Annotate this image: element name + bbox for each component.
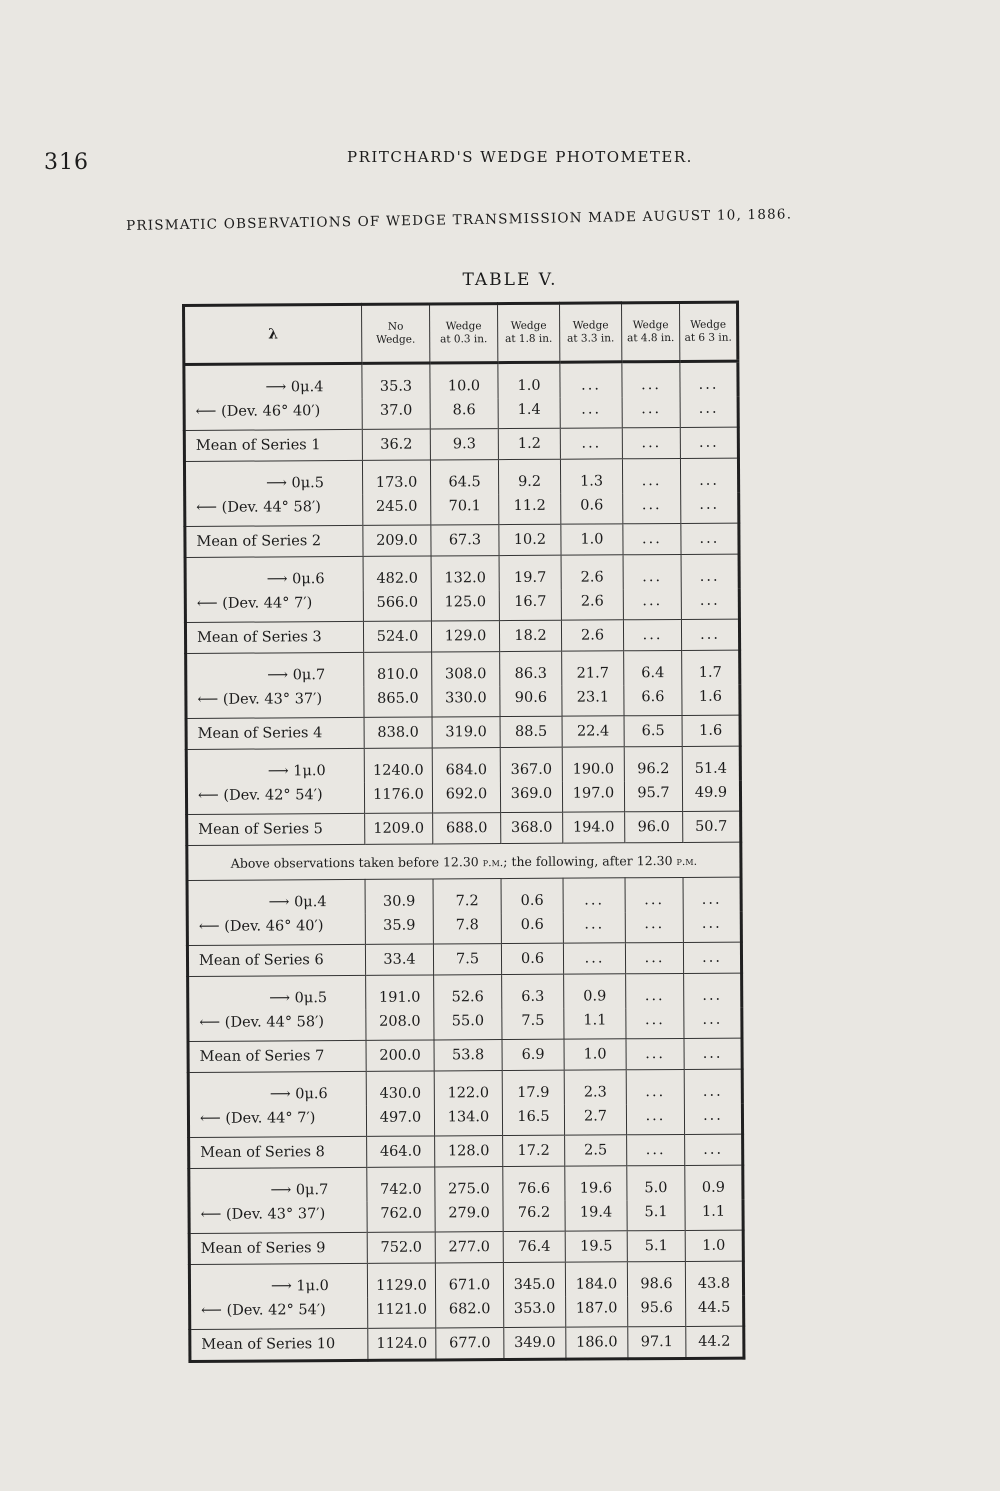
note-text: ; the following, after 12.30 bbox=[503, 852, 677, 869]
time-note-row bbox=[187, 842, 741, 880]
table-cell: ... bbox=[623, 493, 681, 524]
table-cell: 43.8 bbox=[685, 1261, 743, 1296]
series-9-direct-row-label: ⟶ 0μ.7 bbox=[270, 1182, 329, 1199]
table-cell: 35.3 bbox=[362, 363, 430, 399]
table-cell: 345.0 bbox=[503, 1262, 565, 1297]
table-cell: 0.9 bbox=[564, 974, 626, 1009]
series-4-reverse-row-label: ⟵ (Dev. 43° 37′) bbox=[197, 691, 323, 708]
series-1-reverse-row bbox=[184, 397, 738, 431]
series-6-reverse-row bbox=[187, 912, 741, 946]
table-cell: 1121.0 bbox=[368, 1297, 436, 1328]
table-cell: ... bbox=[622, 458, 680, 493]
table-cell: ... bbox=[623, 523, 681, 554]
table-cell: 17.2 bbox=[503, 1135, 565, 1166]
table-cell: 8.6 bbox=[430, 398, 498, 429]
table-cell: 752.0 bbox=[367, 1232, 435, 1263]
table-cell: 19.4 bbox=[565, 1200, 627, 1231]
table-cell: ... bbox=[623, 619, 681, 650]
table-cell: ... bbox=[683, 912, 741, 943]
table-cell: 762.0 bbox=[367, 1201, 435, 1232]
table-cell: ... bbox=[684, 1069, 742, 1104]
table-cell: 22.4 bbox=[562, 716, 624, 747]
table-cell: 11.2 bbox=[499, 494, 561, 525]
time-note bbox=[187, 842, 741, 880]
series-9-mean-row-label: Mean of Series 9 bbox=[189, 1232, 367, 1264]
table-cell: ... bbox=[625, 877, 683, 912]
table-cell: 187.0 bbox=[566, 1296, 628, 1327]
table-cell: ... bbox=[626, 973, 684, 1008]
series-9-mean-row bbox=[189, 1230, 743, 1264]
table-cell: 2.3 bbox=[564, 1070, 626, 1105]
table-cell: 1.6 bbox=[682, 715, 740, 746]
table-title: TABLE V. bbox=[462, 270, 558, 290]
table-cell: ... bbox=[681, 619, 739, 650]
series-8-mean-row-label: Mean of Series 8 bbox=[189, 1136, 367, 1168]
table-cell: 524.0 bbox=[363, 621, 431, 652]
series-2-direct-row-label: ⟶ 0μ.5 bbox=[266, 475, 325, 492]
table-cell: ... bbox=[681, 523, 739, 554]
series-2-reverse-row bbox=[185, 493, 739, 527]
table-cell: 95.6 bbox=[628, 1296, 686, 1327]
table-cell: 186.0 bbox=[566, 1327, 628, 1359]
table-cell: 122.0 bbox=[434, 1071, 502, 1106]
table-cell: 1240.0 bbox=[364, 748, 432, 783]
table-cell: 76.4 bbox=[503, 1231, 565, 1262]
table-cell: 67.3 bbox=[431, 525, 499, 556]
series-7-mean-row bbox=[188, 1038, 742, 1072]
table-cell: 330.0 bbox=[432, 686, 500, 717]
table-cell: ... bbox=[684, 1038, 742, 1069]
table-cell: 1129.0 bbox=[367, 1263, 435, 1298]
series-7-direct-row bbox=[188, 973, 742, 1011]
series-1-reverse-row-label: ⟵ (Dev. 46° 40′) bbox=[195, 403, 321, 420]
note-text: p.m. bbox=[676, 854, 698, 868]
table-cell: 6.6 bbox=[624, 685, 682, 716]
table-cell: 682.0 bbox=[436, 1297, 504, 1328]
series-3-direct-row-label: ⟶ 0μ.6 bbox=[266, 571, 325, 588]
table-cell: 245.0 bbox=[363, 494, 431, 525]
table-cell: 70.1 bbox=[431, 494, 499, 525]
series-4-mean-row bbox=[186, 715, 740, 749]
table-cell: 16.5 bbox=[502, 1105, 564, 1136]
table-cell: 30.9 bbox=[365, 879, 433, 914]
table-cell: 21.7 bbox=[562, 651, 624, 686]
table-cell: ... bbox=[563, 878, 625, 913]
table-cell: 1.2 bbox=[498, 428, 560, 459]
table-cell: ... bbox=[563, 912, 625, 943]
table-cell: 55.0 bbox=[434, 1009, 502, 1040]
table-cell: 208.0 bbox=[366, 1009, 434, 1040]
table-cell: 128.0 bbox=[435, 1136, 503, 1167]
table-cell: 279.0 bbox=[435, 1201, 503, 1232]
table-cell: ... bbox=[623, 589, 681, 620]
table-cell: 1.3 bbox=[560, 459, 622, 494]
table-cell: 0.9 bbox=[685, 1165, 743, 1200]
table-cell: 1.0 bbox=[561, 524, 623, 555]
table-cell: 19.6 bbox=[565, 1166, 627, 1201]
table-cell: 838.0 bbox=[364, 717, 432, 748]
series-4-direct-row bbox=[186, 650, 740, 688]
note-text: p.m. bbox=[482, 855, 504, 869]
table-container bbox=[182, 301, 742, 1363]
table-cell: 671.0 bbox=[435, 1263, 503, 1298]
header-wedge-6-3: Wedge at 6 3 in. bbox=[679, 302, 737, 361]
header-no-wedge: No Wedge. bbox=[362, 304, 430, 363]
header-lambda: λ bbox=[184, 304, 362, 364]
series-5-mean-row bbox=[187, 811, 741, 845]
header-row bbox=[184, 302, 738, 364]
series-3-reverse-row bbox=[185, 589, 739, 623]
table-cell: 33.4 bbox=[365, 944, 433, 975]
table-cell: 0.6 bbox=[501, 878, 563, 913]
table-cell: 64.5 bbox=[430, 460, 498, 495]
series-3-mean-row-label: Mean of Series 3 bbox=[185, 621, 363, 653]
table-cell: 0.6 bbox=[561, 493, 623, 524]
table-cell: 51.4 bbox=[682, 746, 740, 781]
table-cell: 6.9 bbox=[502, 1039, 564, 1070]
table-cell: 692.0 bbox=[432, 782, 500, 813]
table-cell: 275.0 bbox=[435, 1167, 503, 1202]
table-cell: 7.5 bbox=[433, 944, 501, 975]
table-cell: 97.1 bbox=[628, 1326, 686, 1358]
table-cell: ... bbox=[683, 942, 741, 973]
table-cell: 96.0 bbox=[625, 811, 683, 842]
table-cell: 184.0 bbox=[565, 1262, 627, 1297]
series-10-reverse-row bbox=[190, 1296, 744, 1330]
table-cell: ... bbox=[560, 397, 622, 428]
table-cell: 2.6 bbox=[561, 589, 623, 620]
table-cell: ... bbox=[560, 362, 622, 398]
table-cell: 2.5 bbox=[565, 1135, 627, 1166]
series-10-mean-row bbox=[190, 1326, 744, 1361]
series-2-mean-row-label: Mean of Series 2 bbox=[185, 525, 363, 557]
series-6-mean-row bbox=[187, 942, 741, 976]
table-cell: ... bbox=[684, 1008, 742, 1039]
table-cell: 865.0 bbox=[364, 686, 432, 717]
table-cell: 2.6 bbox=[561, 620, 623, 651]
series-6-direct-row-label: ⟶ 0μ.4 bbox=[268, 894, 327, 911]
table-cell: ... bbox=[681, 554, 739, 589]
table-cell: 37.0 bbox=[362, 398, 430, 429]
header-wedge-1-8: Wedge at 1.8 in. bbox=[498, 303, 560, 362]
series-8-mean-row bbox=[189, 1134, 743, 1168]
table-cell: 50.7 bbox=[683, 811, 741, 842]
table-cell: 5.1 bbox=[627, 1200, 685, 1231]
table-cell: 6.3 bbox=[502, 974, 564, 1009]
table-cell: 7.5 bbox=[502, 1009, 564, 1040]
series-1-direct-row bbox=[184, 361, 738, 400]
table-cell: 482.0 bbox=[363, 556, 431, 591]
table-cell: 1.0 bbox=[498, 362, 560, 398]
table-cell: 1124.0 bbox=[368, 1328, 436, 1360]
table-body bbox=[184, 361, 744, 1361]
header-wedge-4-8: Wedge at 4.8 in. bbox=[622, 302, 680, 361]
table-cell: 49.9 bbox=[682, 781, 740, 812]
series-1-direct-row-label: ⟶ 0μ.4 bbox=[265, 379, 324, 396]
series-4-reverse-row bbox=[186, 685, 740, 719]
table-cell: 36.2 bbox=[362, 429, 430, 460]
table-cell: 129.0 bbox=[431, 621, 499, 652]
table-cell: 16.7 bbox=[499, 590, 561, 621]
table-cell: 6.5 bbox=[624, 715, 682, 746]
table-cell: 200.0 bbox=[366, 1040, 434, 1071]
table-cell: 76.6 bbox=[503, 1166, 565, 1201]
table-cell: ... bbox=[680, 397, 738, 428]
table-cell: 1.1 bbox=[564, 1008, 626, 1039]
table-cell: 430.0 bbox=[366, 1071, 434, 1106]
table-cell: 23.1 bbox=[562, 685, 624, 716]
table-cell: 1.4 bbox=[498, 398, 560, 429]
table-cell: 688.0 bbox=[433, 813, 501, 844]
table-cell: ... bbox=[626, 1008, 684, 1039]
series-5-direct-row-label: ⟶ 1μ.0 bbox=[267, 763, 326, 780]
series-3-direct-row bbox=[185, 554, 739, 592]
series-6-mean-row-label: Mean of Series 6 bbox=[187, 944, 365, 976]
series-2-reverse-row-label: ⟵ (Dev. 44° 58′) bbox=[196, 499, 321, 516]
table-cell: 17.9 bbox=[502, 1070, 564, 1105]
table-cell: 677.0 bbox=[436, 1328, 504, 1360]
table-cell: 1.0 bbox=[564, 1039, 626, 1070]
table-cell: ... bbox=[685, 1134, 743, 1165]
header-wedge-0-3: Wedge at 0.3 in. bbox=[430, 304, 498, 363]
table-cell: 1.6 bbox=[682, 685, 740, 716]
table-cell: 6.4 bbox=[624, 650, 682, 685]
table-cell: 319.0 bbox=[432, 717, 500, 748]
table-cell: 173.0 bbox=[362, 460, 430, 495]
table-cell: 197.0 bbox=[562, 781, 624, 812]
series-10-reverse-row-label: ⟵ (Dev. 42° 54′) bbox=[201, 1302, 326, 1319]
table-cell: 86.3 bbox=[500, 651, 562, 686]
series-9-direct-row bbox=[189, 1165, 743, 1203]
table-cell: 7.8 bbox=[433, 913, 501, 944]
table-cell: 566.0 bbox=[363, 590, 431, 621]
table-cell: 19.5 bbox=[565, 1231, 627, 1262]
table-cell: 5.0 bbox=[627, 1165, 685, 1200]
series-5-direct-row bbox=[186, 746, 740, 784]
table-cell: 19.7 bbox=[499, 555, 561, 590]
table-cell: ... bbox=[681, 589, 739, 620]
table-cell: 9.2 bbox=[498, 459, 560, 494]
series-7-reverse-row bbox=[188, 1008, 742, 1042]
table-cell: ... bbox=[625, 912, 683, 943]
table-cell: 190.0 bbox=[562, 747, 624, 782]
table-cell: ... bbox=[626, 1069, 684, 1104]
table-cell: 53.8 bbox=[434, 1040, 502, 1071]
series-9-reverse-row bbox=[189, 1200, 743, 1234]
table-cell: 44.2 bbox=[686, 1326, 744, 1358]
series-10-direct-row bbox=[189, 1261, 743, 1299]
table-cell: 684.0 bbox=[432, 748, 500, 783]
table-cell: 52.6 bbox=[434, 975, 502, 1010]
table-cell: 742.0 bbox=[367, 1167, 435, 1202]
table-cell: 125.0 bbox=[431, 590, 499, 621]
table-cell: 194.0 bbox=[563, 812, 625, 843]
series-4-direct-row-label: ⟶ 0μ.7 bbox=[267, 667, 326, 684]
table-cell: 2.6 bbox=[561, 555, 623, 590]
table-cell: 44.5 bbox=[686, 1296, 744, 1327]
table-cell: 349.0 bbox=[504, 1327, 566, 1359]
table-cell: 10.0 bbox=[430, 363, 498, 399]
table-cell: 96.2 bbox=[624, 746, 682, 781]
table-cell: 1.0 bbox=[685, 1230, 743, 1261]
table-cell: ... bbox=[680, 458, 738, 493]
table-cell: 95.7 bbox=[624, 781, 682, 812]
series-3-mean-row bbox=[185, 619, 739, 653]
series-6-reverse-row-label: ⟵ (Dev. 46° 40′) bbox=[198, 918, 324, 935]
series-10-direct-row-label: ⟶ 1μ.0 bbox=[270, 1278, 329, 1295]
table-cell: 76.2 bbox=[503, 1201, 565, 1232]
table-cell: 88.5 bbox=[500, 716, 562, 747]
series-8-reverse-row bbox=[188, 1104, 742, 1138]
table-cell: 1.7 bbox=[682, 650, 740, 685]
series-7-mean-row-label: Mean of Series 7 bbox=[188, 1040, 366, 1072]
table-cell: 191.0 bbox=[366, 975, 434, 1010]
table-cell: 7.2 bbox=[433, 879, 501, 914]
table-cell: 0.6 bbox=[501, 943, 563, 974]
series-3-reverse-row-label: ⟵ (Dev. 44° 7′) bbox=[196, 595, 313, 612]
series-5-mean-row-label: Mean of Series 5 bbox=[187, 813, 365, 845]
table-cell: 134.0 bbox=[434, 1105, 502, 1136]
series-10-mean-row-label: Mean of Series 10 bbox=[190, 1328, 368, 1361]
table-cell: 367.0 bbox=[500, 747, 562, 782]
table-cell: 2.7 bbox=[564, 1104, 626, 1135]
table-cell: 368.0 bbox=[501, 812, 563, 843]
table-cell: 1176.0 bbox=[364, 782, 432, 813]
table-cell: ... bbox=[683, 877, 741, 912]
series-5-reverse-row-label: ⟵ (Dev. 42° 54′) bbox=[197, 787, 323, 804]
table-cell: ... bbox=[622, 397, 680, 428]
series-8-direct-row-label: ⟶ 0μ.6 bbox=[269, 1086, 328, 1103]
table-cell: 5.1 bbox=[627, 1230, 685, 1261]
table-cell: 35.9 bbox=[365, 913, 433, 944]
table-cell: 353.0 bbox=[504, 1297, 566, 1328]
table-cell: 810.0 bbox=[364, 652, 432, 687]
table-cell: ... bbox=[626, 1038, 684, 1069]
table-cell: 0.6 bbox=[501, 913, 563, 944]
table-cell: 132.0 bbox=[431, 556, 499, 591]
series-1-mean-row bbox=[184, 427, 738, 461]
table-cell: ... bbox=[625, 942, 683, 973]
table-cell: 209.0 bbox=[363, 525, 431, 556]
table-cell: ... bbox=[563, 943, 625, 974]
table-cell: 90.6 bbox=[500, 686, 562, 717]
table-cell: ... bbox=[680, 361, 738, 397]
table-cell: 1209.0 bbox=[365, 813, 433, 844]
table-cell: 1.1 bbox=[685, 1200, 743, 1231]
series-4-mean-row-label: Mean of Series 4 bbox=[186, 717, 364, 749]
table-cell: 98.6 bbox=[627, 1261, 685, 1296]
series-8-direct-row bbox=[188, 1069, 742, 1107]
table-cell: ... bbox=[627, 1134, 685, 1165]
table-cell: 9.3 bbox=[430, 429, 498, 460]
table-cell: ... bbox=[623, 554, 681, 589]
series-8-reverse-row-label: ⟵ (Dev. 44° 7′) bbox=[199, 1110, 316, 1127]
table-cell: 464.0 bbox=[367, 1136, 435, 1167]
note-text: Above observations taken before 12.30 bbox=[230, 853, 483, 871]
table-cell: 369.0 bbox=[500, 782, 562, 813]
running-head: PRITCHARD'S WEDGE PHOTOMETER. bbox=[347, 148, 693, 166]
table-cell: ... bbox=[681, 493, 739, 524]
table-cell: ... bbox=[622, 361, 680, 397]
table-cell: 18.2 bbox=[499, 620, 561, 651]
series-5-reverse-row bbox=[186, 781, 740, 815]
series-6-direct-row bbox=[187, 877, 741, 915]
series-1-mean-row-label: Mean of Series 1 bbox=[184, 429, 362, 461]
series-7-direct-row-label: ⟶ 0μ.5 bbox=[269, 990, 328, 1007]
series-2-mean-row bbox=[185, 523, 739, 557]
data-table bbox=[182, 301, 745, 1363]
table-cell: 497.0 bbox=[366, 1105, 434, 1136]
page-number: 316 bbox=[44, 150, 89, 175]
table-cell: ... bbox=[680, 427, 738, 458]
table-cell: ... bbox=[622, 427, 680, 458]
series-9-reverse-row-label: ⟵ (Dev. 43° 37′) bbox=[200, 1206, 326, 1223]
table-cell: ... bbox=[626, 1104, 684, 1135]
series-2-direct-row bbox=[184, 458, 738, 496]
header-wedge-3-3: Wedge at 3.3 in. bbox=[560, 303, 622, 362]
table-cell: 277.0 bbox=[435, 1232, 503, 1263]
table-cell: ... bbox=[560, 428, 622, 459]
table-cell: ... bbox=[684, 973, 742, 1008]
table-cell: 10.2 bbox=[499, 524, 561, 555]
table-caption: PRISMATIC OBSERVATIONS OF WEDGE TRANSMISSION MADE AUGUST 10, 1886. bbox=[126, 206, 793, 234]
table-cell: 308.0 bbox=[432, 652, 500, 687]
table-cell: ... bbox=[684, 1104, 742, 1135]
series-7-reverse-row-label: ⟵ (Dev. 44° 58′) bbox=[199, 1014, 325, 1031]
